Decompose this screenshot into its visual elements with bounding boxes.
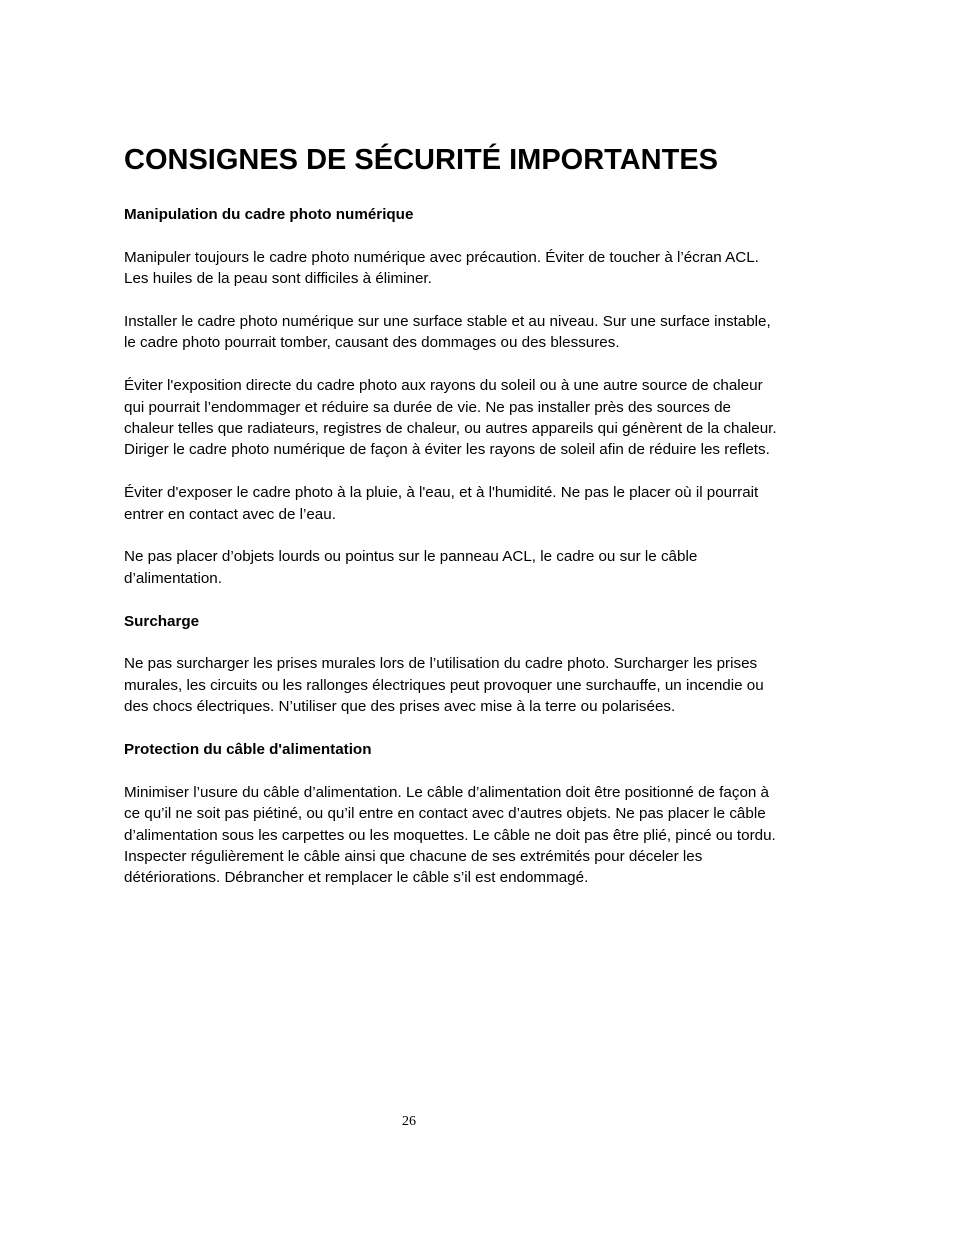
page-title: CONSIGNES DE SÉCURITÉ IMPORTANTES xyxy=(124,144,719,176)
paragraph-power-cable: Minimiser l’usure du câble d’alimentation. Le câble d’alimentation doit être positionné de façon à ce qu’il ne soit pas piétiné, ou qu’il entre en contact avec d’autres objets. Ne pas placer le câble d’alimentation sous les carpettes ou les moquettes. Le câble ne doit pas être plié, pincé ou tordu. Inspecter régulièrement le câble ainsi que chacune de ses extrémités pour déceler les détériorations. Débrancher et remplacer le câble s’il est endommagé. xyxy=(124,783,776,887)
paragraph-handling: Manipuler toujours le cadre photo numérique avec précaution. Éviter de toucher à l’écran ACL. Les huiles de la peau sont difficiles à éliminer. xyxy=(124,248,759,288)
page-content xyxy=(124,142,784,889)
paragraph-overload: Ne pas surcharger les prises murales lors de l’utilisation du cadre photo. Surcharger les prises murales, les circuits ou les rallonges électriques peut provoquer une surchauffe, un incendie ou des chocs électriques. N’utiliser que des prises avec mise à la terre ou polarisées. xyxy=(124,655,764,716)
paragraph-heavy-objects: Ne pas placer d’objets lourds ou pointus sur le panneau ACL, le cadre ou sur le câble d’alimentation. xyxy=(124,548,698,587)
section-heading-surcharge: Surcharge xyxy=(124,612,200,630)
section-heading-power-cable: Protection du câble d'alimentation xyxy=(124,741,372,759)
paragraph-water: Éviter d'exposer le cadre photo à la pluie, à l'eau, et à l'humidité. Ne pas le placer où il pourrait entrer en contact avec de l’eau. xyxy=(124,484,759,523)
page-number: 26 xyxy=(402,1114,416,1129)
paragraph-installation: Installer le cadre photo numérique sur une surface stable et au niveau. Sur une surface instable, le cadre photo pourrait tomber, causant des dommages ou des blessures. xyxy=(124,313,771,352)
paragraph-sunlight: Éviter l'exposition directe du cadre photo aux rayons du soleil ou à une autre source de chaleur qui pourrait l’endommager et réduire sa durée de vie. Ne pas installer près des sources de chaleur telles que radiateurs, registres de chaleur, ou autres appareils qui génèrent de la chaleur. Diriger le cadre photo numérique de façon à éviter les rayons de soleil afin de réduire les reflets. xyxy=(124,377,777,459)
section-heading-manipulation: Manipulation du cadre photo numérique xyxy=(124,206,414,223)
